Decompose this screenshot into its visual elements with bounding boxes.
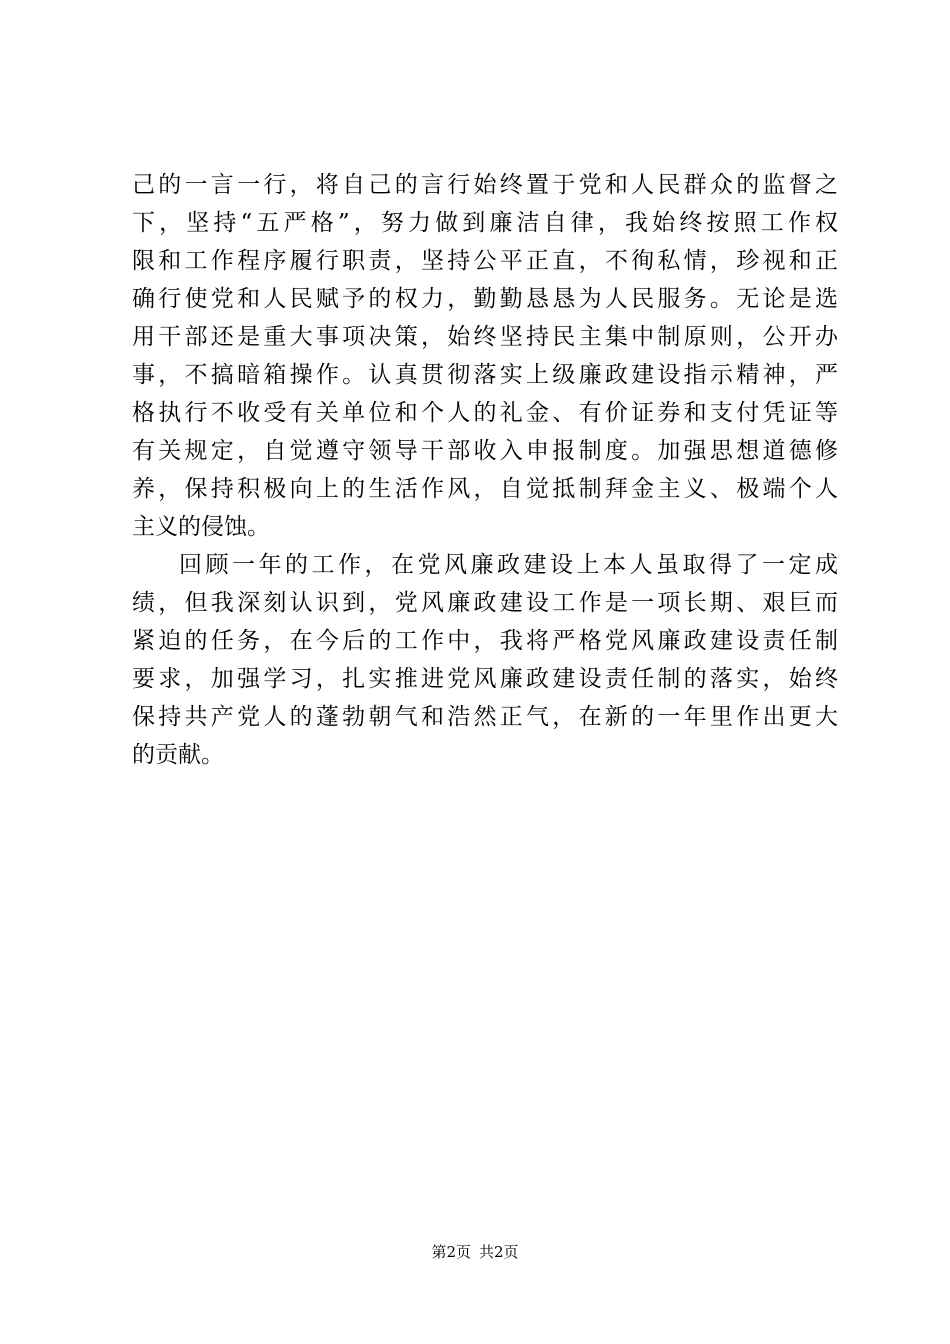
page-number: 第2页 (431, 1243, 471, 1261)
page-total: 共2页 (479, 1243, 519, 1261)
page-footer (0, 1242, 950, 1262)
document-body (132, 166, 838, 774)
paragraph-2 (132, 546, 838, 774)
text-line: 己的一言一行，将自己的言行始终置于党和人民群众的监督之 (132, 172, 838, 198)
paragraph-1 (132, 166, 838, 546)
text-line: 确行使党和人民赋予的权力，勤勤恳恳为人民服务。无论是选 (132, 286, 838, 312)
text-line: 有关规定，自觉遵守领导干部收入申报制度。加强思想道德修 (132, 438, 838, 464)
text-line: 限和工作程序履行职责，坚持公平正直，不徇私情，珍视和正 (132, 248, 838, 274)
text-line: 事，不搞暗箱操作。认真贯彻落实上级廉政建设指示精神，严 (132, 362, 838, 388)
text-line: 下，坚持“五严格”，努力做到廉洁自律，我始终按照工作权 (132, 210, 838, 236)
text-line: 紧迫的任务，在今后的工作中，我将严格党风廉政建设责任制 (132, 628, 838, 654)
text-line: 保持共产党人的蓬勃朝气和浩然正气，在新的一年里作出更大 (132, 704, 838, 730)
text-line: 养，保持积极向上的生活作风，自觉抵制拜金主义、极端个人 (132, 476, 838, 502)
text-line: 要求，加强学习，扎实推进党风廉政建设责任制的落实，始终 (132, 666, 838, 692)
text-line: 的贡献。 (132, 742, 224, 768)
text-line: 主义的侵蚀。 (132, 514, 270, 540)
text-line: 格执行不收受有关单位和个人的礼金、有价证券和支付凭证等 (132, 400, 838, 426)
text-line: 绩，但我深刻认识到，党风廉政建设工作是一项长期、艰巨而 (132, 590, 838, 616)
text-line: 回顾一年的工作，在党风廉政建设上本人虽取得了一定成 (179, 552, 838, 578)
text-line: 用干部还是重大事项决策，始终坚持民主集中制原则，公开办 (132, 324, 838, 350)
